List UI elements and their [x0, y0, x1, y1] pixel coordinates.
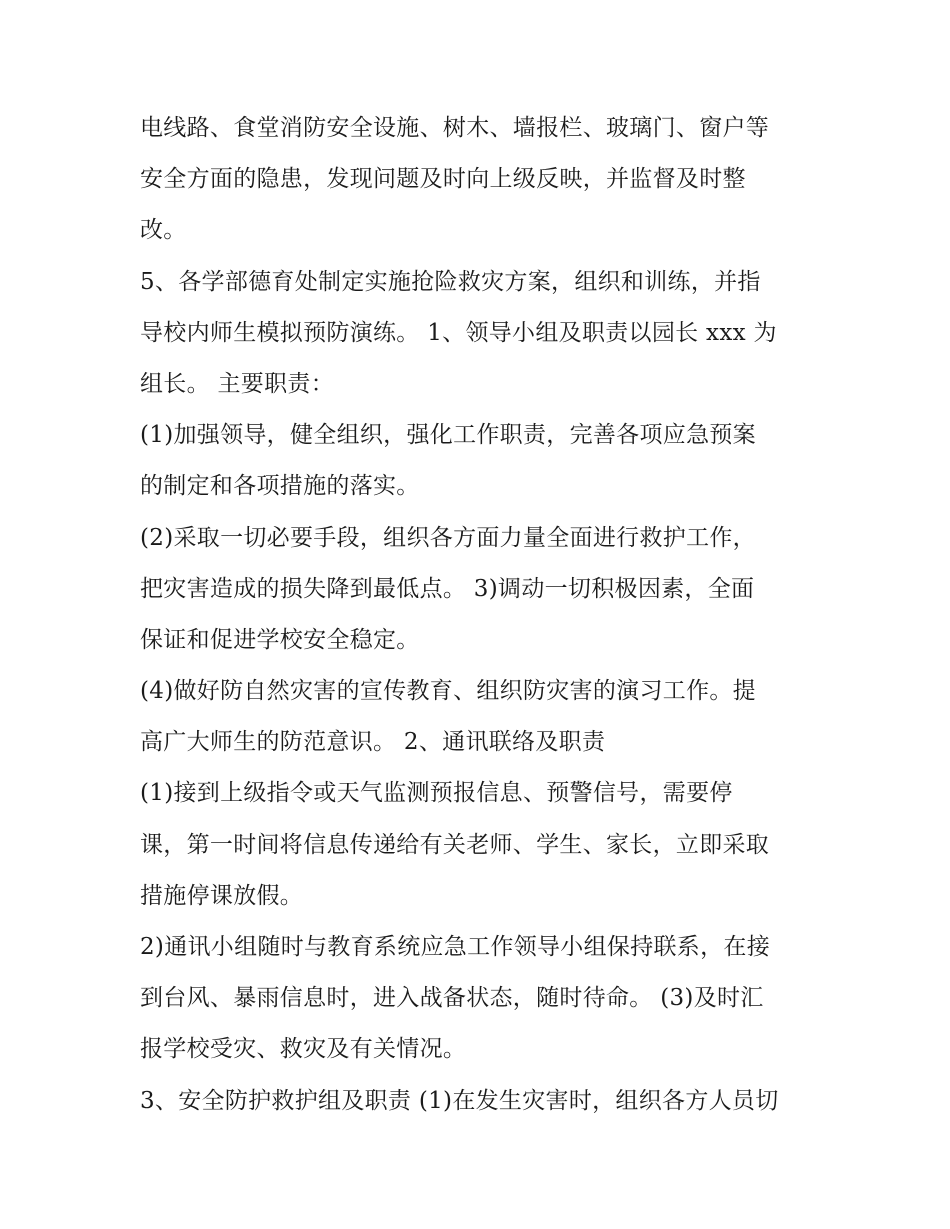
text-line: 把灾害造成的损失降到最低点。 3)调动一切积极因素，全面: [140, 575, 755, 602]
text-line: 组长。 主要职责：: [140, 370, 335, 397]
text-line: 报学校受灾、救灾及有关情况。: [140, 1036, 467, 1063]
text-line: 5、各学部德育处制定实施抢险救灾方案，组织和训练，并指: [140, 268, 761, 295]
document-body: [140, 103, 820, 1127]
text-line: 课，第一时间将信息传递给有关老师、学生、家长，立即采取: [140, 831, 770, 858]
text-line: 到台风、暴雨信息时，进入战备状态，随时待命。 (3)及时汇: [140, 985, 764, 1012]
text-line: 导校内师生模拟预防演练。 1、领导小组及职责以园长 xxx 为: [140, 319, 777, 346]
text-line: 安全方面的隐患，发现问题及时向上级反映，并监督及时整: [140, 166, 746, 193]
text-line: 高广大师生的防范意识。 2、通讯联络及职责: [140, 729, 606, 756]
text-line: (1)加强领导，健全组织，强化工作职责，完善各项应急预案: [140, 422, 756, 449]
text-line: 电线路、食堂消防安全设施、树木、墙报栏、玻璃门、窗户等: [140, 115, 770, 141]
text-line: 措施停课放假。: [140, 882, 304, 909]
text-line: 保证和促进学校安全稳定。: [140, 626, 420, 653]
text-line: 改。: [140, 217, 187, 244]
text-line: (4)做好防自然灾害的宣传教育、组织防灾害的演习工作。提: [140, 678, 756, 705]
text-line: 的制定和各项措施的落实。: [140, 473, 420, 500]
text-line: (2)采取一切必要手段，组织各方面力量全面进行救护工作，: [140, 524, 756, 551]
text-line: 2)通讯小组随时与教育系统应急工作领导小组保持联系，在接: [140, 934, 771, 960]
text-line: (1)接到上级指令或天气监测预报信息、预警信号，需要停: [140, 780, 733, 807]
text-line: 3、安全防护救护组及职责 (1)在发生灾害时，组织各方人员切: [140, 1087, 779, 1114]
